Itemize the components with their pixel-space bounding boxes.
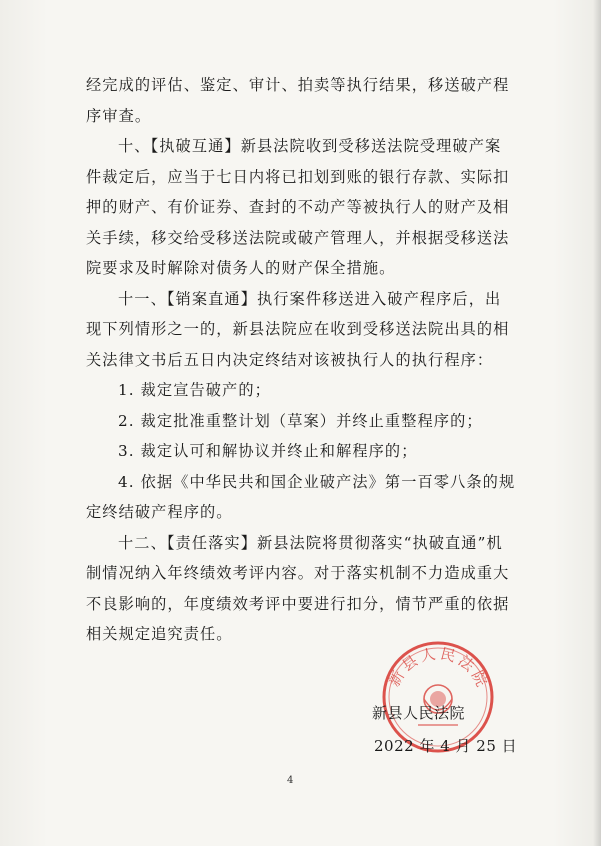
- signature-court-name: 新县人民法院: [372, 704, 466, 722]
- paragraph-article-12: 十二、【责任落实】新县法院将贯彻落实“执破直通”机制情况纳入年终绩效考评内容。对于落实机制不力造成重大不良影响的，年度绩效考评中要进行扣分，情节严重的依据相关规定追究责任。: [86, 533, 510, 643]
- svg-text:新县人民法院: 新县人民法院: [385, 644, 493, 693]
- signature-date: 2022 年 4 月 25 日: [374, 737, 518, 755]
- paragraph-continuation: 经完成的评估、鉴定、审计、拍卖等执行结果，移送破产程序审查。: [86, 76, 510, 125]
- list-item-2: 2. 裁定批准重整计划（草案）并终止重整程序的；: [118, 411, 483, 430]
- document-body: [86, 70, 516, 650]
- page-number: 4: [287, 775, 294, 786]
- list-item-4: 4. 依据《中华民共和国企业破产法》第一百零八条的规定终结破产程序的。: [86, 472, 516, 521]
- paragraph-article-10: 十、【执破互通】新县法院收到受移送法院受理破产案件裁定后，应当于七日内将已扣划到账的银行存款、实际扣押的财产、有价证券、查封的不动产等被执行人的财产及相关手续，移交给受移送法院或破产管理人，并根据受移送法院要求及时解除对债务人的财产保全措施。: [86, 137, 510, 277]
- list-item-1: 1. 裁定宣告破产的；: [118, 381, 271, 399]
- page-edge-shadow: [593, 0, 601, 846]
- paragraph-article-11: 十一、【销案直通】执行案件移送进入破产程序后，出现下列情形之一的，新县法院应在收到受移送法院出具的相关法律文书后五日内决定终结对该被执行人的执行程序：: [86, 289, 510, 369]
- list-item-3: 3. 裁定认可和解协议并终止和解程序的；: [118, 442, 418, 460]
